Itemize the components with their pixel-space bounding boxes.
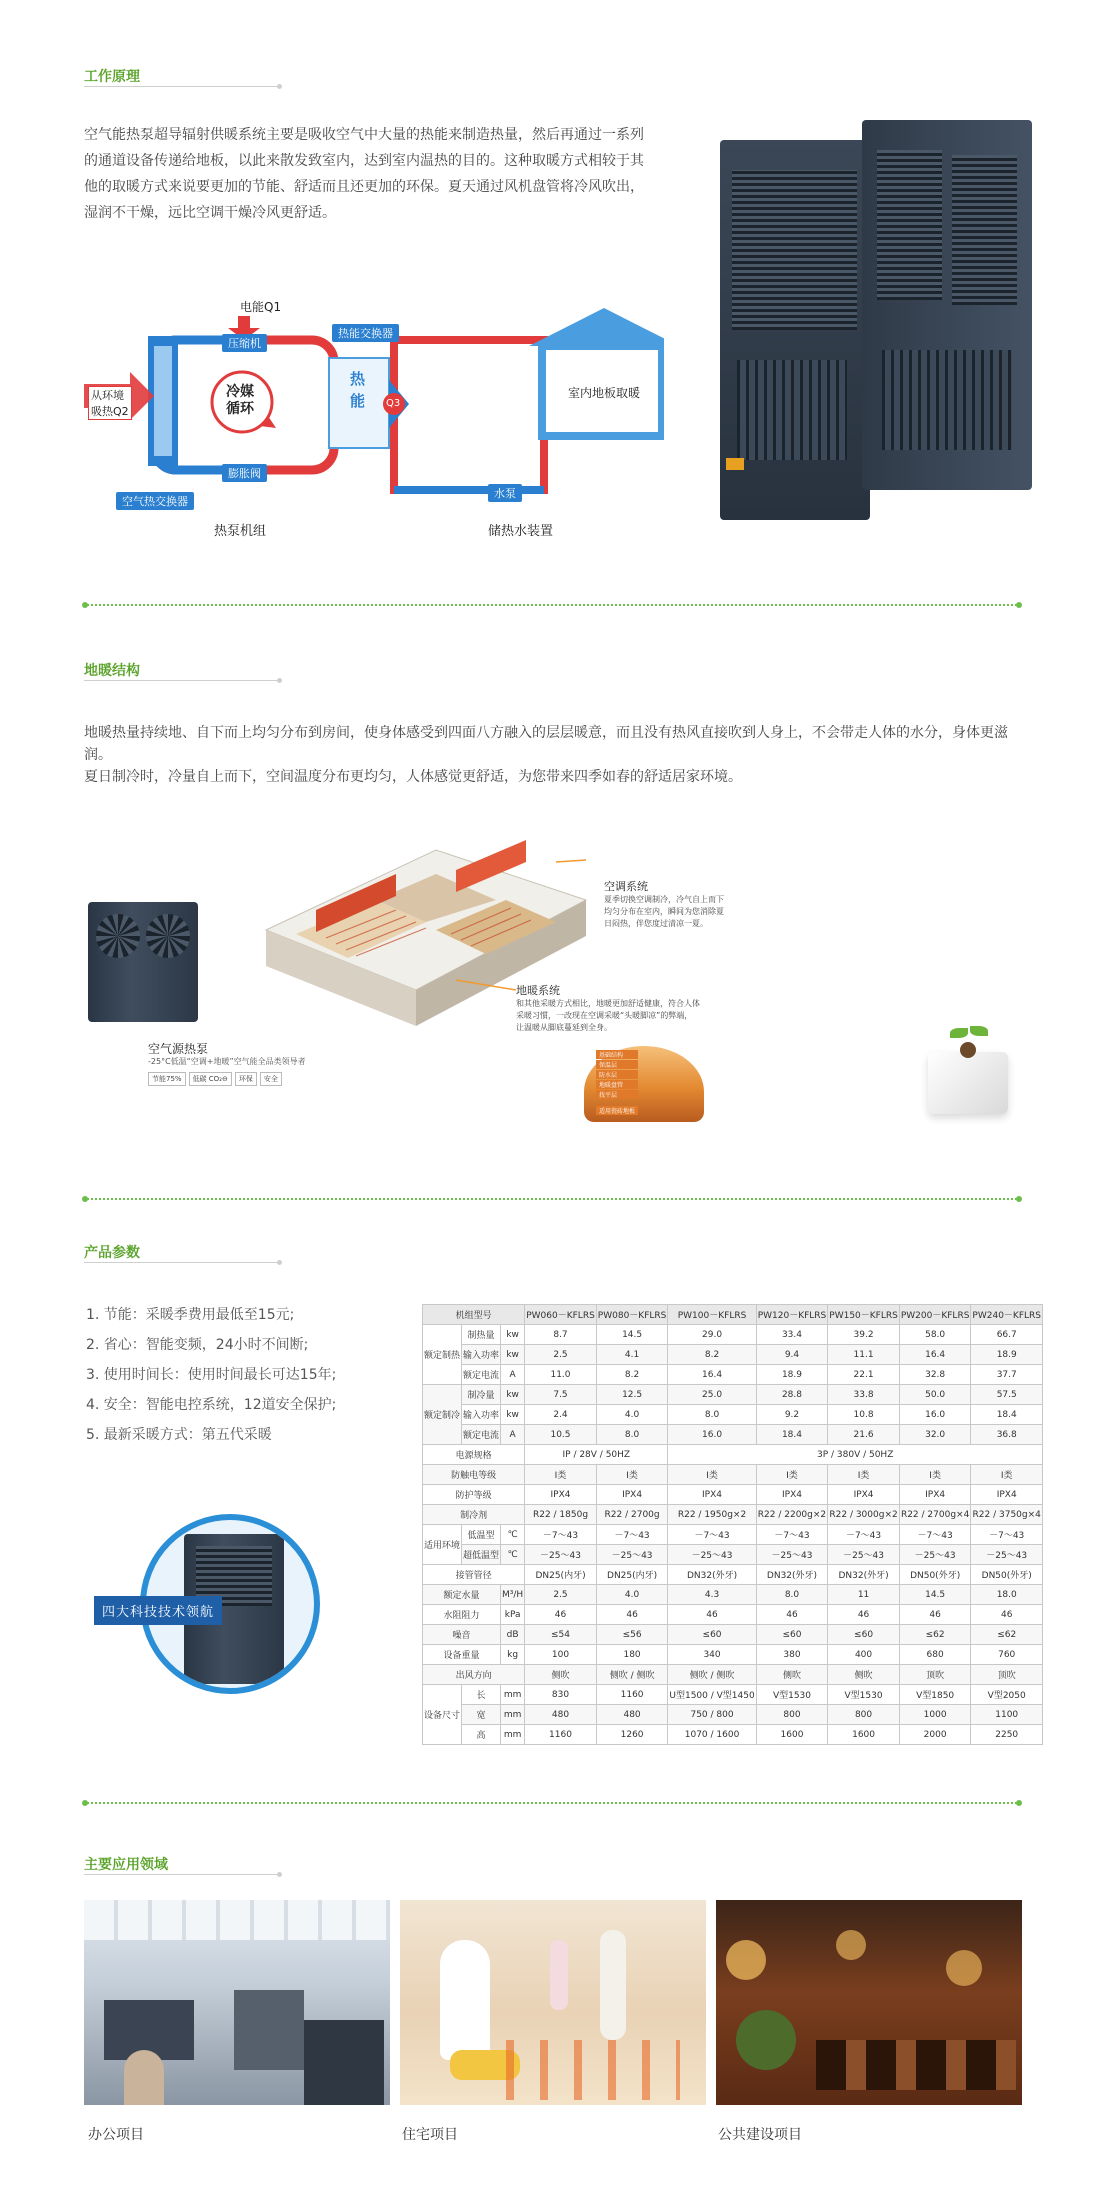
table-cell: 340 — [668, 1645, 756, 1665]
table-cell: 21.6 — [828, 1425, 900, 1445]
table-cell: 2.4 — [525, 1405, 597, 1425]
table-cell: 28.8 — [756, 1385, 828, 1405]
table-cell: 2.5 — [525, 1585, 597, 1605]
table-cell: 1260 — [596, 1725, 668, 1745]
table-cell: I类 — [971, 1465, 1043, 1485]
table-cell: DN50(外牙) — [899, 1565, 971, 1585]
table-cell: 16.4 — [899, 1345, 971, 1365]
table-cell: 设备重量 — [423, 1645, 501, 1665]
office-project-caption: 办公项目 — [88, 2127, 144, 2143]
table-cell: 46 — [668, 1605, 756, 1625]
table-cell: IPX4 — [828, 1485, 900, 1505]
table-cell: 180 — [596, 1645, 668, 1665]
table-cell: 33.8 — [828, 1385, 900, 1405]
rated-rows — [423, 1325, 1043, 1445]
table-row — [423, 1505, 1043, 1525]
table-cell: 400 — [828, 1645, 900, 1665]
table-cell: 4.0 — [596, 1405, 668, 1425]
table-cell: －7～43 — [828, 1525, 900, 1545]
table-row — [423, 1365, 1043, 1385]
table-cell: 46 — [971, 1605, 1043, 1625]
table-cell: IPX4 — [668, 1485, 756, 1505]
table-cell: 制冷剂 — [423, 1505, 525, 1525]
table-row — [423, 1725, 1043, 1745]
table-cell: 1600 — [828, 1725, 900, 1745]
table-cell: 8.0 — [596, 1425, 668, 1445]
table-row — [423, 1585, 1043, 1605]
floor-system-text: 和其他采暖方式相比，地暖更加舒适健康，符合人体采暖习惯，一改现在空调采暖“头暖脚凉”的弊端，让温暖从脚底蔓延到全身。 — [516, 999, 700, 1032]
table-cell: 46 — [596, 1605, 668, 1625]
table-cell: 50.0 — [899, 1385, 971, 1405]
heat-pump-unit-caption: 热泵机组 — [214, 524, 267, 539]
table-cell: 电源规格 — [423, 1445, 525, 1465]
table-cell: 830 — [525, 1685, 597, 1705]
table-cell: 39.2 — [828, 1325, 900, 1345]
table-cell: V型1530 — [756, 1685, 828, 1705]
table-cell: kw — [501, 1325, 525, 1345]
table-row — [423, 1465, 1043, 1485]
section-title-floor-structure: 地暖结构 — [84, 663, 140, 679]
table-cell: 3P / 380V / 50HZ — [668, 1445, 1043, 1465]
table-cell: 11.1 — [828, 1345, 900, 1365]
feature-list — [86, 1300, 336, 1450]
table-row — [423, 1665, 1043, 1685]
table-cell: 2250 — [971, 1725, 1043, 1745]
table-cell: －25～43 — [756, 1545, 828, 1565]
table-cell: 侧吹 / 侧吹 — [668, 1665, 756, 1685]
table-cell: 46 — [899, 1605, 971, 1625]
table-cell: 100 — [525, 1645, 597, 1665]
table-cell: V型1850 — [899, 1685, 971, 1705]
table-row — [423, 1345, 1043, 1365]
table-row — [423, 1685, 1043, 1705]
public-project-caption: 公共建设项目 — [718, 2127, 802, 2143]
table-header-cell: PW200－KFLRS — [899, 1305, 971, 1325]
table-cell: 1160 — [596, 1685, 668, 1705]
ac-system-title: 空调系统 — [604, 880, 648, 893]
table-cell: 高 — [462, 1725, 501, 1745]
table-cell: ≤62 — [899, 1625, 971, 1645]
table-cell: ≤62 — [971, 1625, 1043, 1645]
table-cell: 10.8 — [828, 1405, 900, 1425]
table-cell: 1600 — [756, 1725, 828, 1745]
badge-low-carbon: 低碳 CO₂⊖ — [189, 1072, 232, 1086]
table-cell: ℃ — [501, 1525, 525, 1545]
table-cell: I类 — [756, 1465, 828, 1485]
table-cell: dB — [501, 1625, 525, 1645]
table-cell: 设备尺寸 — [423, 1685, 462, 1745]
table-cell: I类 — [668, 1465, 756, 1485]
table-cell: －7～43 — [668, 1525, 756, 1545]
section-title-working-principle: 工作原理 — [84, 69, 140, 85]
table-cell: A — [501, 1425, 525, 1445]
table-row — [423, 1705, 1043, 1725]
table-cell: 36.8 — [971, 1425, 1043, 1445]
table-cell: 额定电流 — [462, 1365, 501, 1385]
table-cell: R22 / 2700g×4 — [899, 1505, 971, 1525]
table-cell: 额定制热 — [423, 1325, 462, 1385]
table-cell: 4.3 — [668, 1585, 756, 1605]
table-cell: 2000 — [899, 1725, 971, 1745]
table-cell: 侧吹 / 侧吹 — [596, 1665, 668, 1685]
table-cell: 800 — [756, 1705, 828, 1725]
table-cell: R22 / 3000g×2 — [828, 1505, 900, 1525]
table-cell: 顶吹 — [899, 1665, 971, 1685]
heat-pump-unit-image — [712, 110, 1032, 530]
table-cell: 18.9 — [756, 1365, 828, 1385]
table-row — [423, 1405, 1043, 1425]
table-row — [423, 1325, 1043, 1345]
table-row — [423, 1485, 1043, 1505]
table-cell: 长 — [462, 1685, 501, 1705]
air-source-heat-pump-title: 空气源热泵 — [148, 1042, 209, 1056]
table-cell: 380 — [756, 1645, 828, 1665]
table-cell: ≤54 — [525, 1625, 597, 1645]
table-cell: M³/H — [501, 1585, 525, 1605]
table-cell: 25.0 — [668, 1385, 756, 1405]
table-cell: 8.2 — [596, 1365, 668, 1385]
floor-structure-paragraph-2: 夏日制冷时，冷量自上而下，空间温度分布更均匀，人体感觉更舒适，为您带来四季如春的舒适居家环境。 — [84, 769, 742, 785]
table-cell: kw — [501, 1385, 525, 1405]
heat-pump-diagram — [84, 298, 664, 548]
table-cell: －25～43 — [971, 1545, 1043, 1565]
table-cell: 输入功率 — [462, 1345, 501, 1365]
table-cell: 额定电流 — [462, 1425, 501, 1445]
table-cell: 8.0 — [668, 1405, 756, 1425]
table-cell: 8.7 — [525, 1325, 597, 1345]
table-cell: 11.0 — [525, 1365, 597, 1385]
table-cell: IPX4 — [596, 1485, 668, 1505]
public-project-photo — [716, 1900, 1022, 2105]
table-cell: U型1500 / V型1450 — [668, 1685, 756, 1705]
table-cell: 9.2 — [756, 1405, 828, 1425]
badge-eco: 环保 — [235, 1072, 257, 1086]
table-cell: 1000 — [899, 1705, 971, 1725]
table-cell: 760 — [971, 1645, 1043, 1665]
feature-item: 1. 节能：采暖季费用最低至15元; — [86, 1307, 295, 1323]
table-cell: R22 / 1950g×2 — [668, 1505, 756, 1525]
product-params-table — [422, 1304, 1043, 1745]
table-cell: DN25(内牙) — [525, 1565, 597, 1585]
table-cell: 9.4 — [756, 1345, 828, 1365]
table-cell: DN50(外牙) — [971, 1565, 1043, 1585]
table-cell: I类 — [899, 1465, 971, 1485]
table-cell: 480 — [596, 1705, 668, 1725]
table-cell: 32.0 — [899, 1425, 971, 1445]
table-row — [423, 1545, 1043, 1565]
table-cell: IPX4 — [756, 1485, 828, 1505]
table-header-cell: PW060－KFLRS — [525, 1305, 597, 1325]
section-title-application: 主要应用领域 — [84, 1857, 168, 1873]
water-pump-tag: 水泵 — [488, 484, 522, 502]
floor-structure-paragraph-1: 地暖热量持续地、自下而上均匀分布到房间，使身体感受到四面八方融入的层层暖意，而且没有热风直接吹到人身上，不会带走人体的水分，身体更滋润。 — [84, 725, 1008, 763]
section-underline — [84, 86, 280, 87]
table-row — [423, 1605, 1043, 1625]
feature-item: 3. 使用时间长：使用时间最长可达15年; — [86, 1367, 337, 1383]
table-cell: －7～43 — [971, 1525, 1043, 1545]
table-cell: I类 — [828, 1465, 900, 1485]
table-cell: 水阻阻力 — [423, 1605, 501, 1625]
table-cell: 37.7 — [971, 1365, 1043, 1385]
table-row — [423, 1385, 1043, 1405]
table-cell: 7.5 — [525, 1385, 597, 1405]
table-header-row — [423, 1305, 1043, 1325]
table-header-cell: PW120－KFLRS — [756, 1305, 828, 1325]
table-cell: V型2050 — [971, 1685, 1043, 1705]
layer-label: 保温层 — [596, 1060, 638, 1069]
table-cell: －25～43 — [899, 1545, 971, 1565]
table-cell: 46 — [828, 1605, 900, 1625]
layer-label: 找平层 — [596, 1090, 638, 1099]
table-cell: －7～43 — [899, 1525, 971, 1545]
table-cell: 噪音 — [423, 1625, 501, 1645]
table-row — [423, 1645, 1043, 1665]
office-project-photo — [84, 1900, 390, 2105]
tech-lead-badge: 四大科技技术领航 — [94, 1596, 222, 1625]
q3-label: Q3 — [386, 398, 401, 409]
layer-label: 地暖盘管 — [596, 1080, 638, 1089]
layer-label: 基础结构 — [596, 1050, 638, 1059]
feature-item: 5. 最新采暖方式：第五代采暖 — [86, 1427, 272, 1443]
table-cell: kPa — [501, 1605, 525, 1625]
table-cell: 宽 — [462, 1705, 501, 1725]
residential-project-photo — [400, 1900, 706, 2105]
table-cell: 66.7 — [971, 1325, 1043, 1345]
table-cell: －7～43 — [756, 1525, 828, 1545]
table-cell: DN32(外牙) — [756, 1565, 828, 1585]
air-source-heat-pump-image — [88, 892, 198, 1022]
power-q1-label: 电能Q1 — [240, 300, 282, 314]
table-cell: 57.5 — [971, 1385, 1043, 1405]
floor-system-title: 地暖系统 — [516, 984, 560, 997]
layer-label: 防水层 — [596, 1070, 638, 1079]
table-cell: 额定制冷 — [423, 1385, 462, 1445]
table-cell: 18.0 — [971, 1585, 1043, 1605]
table-cell: 32.8 — [899, 1365, 971, 1385]
section-underline — [84, 680, 280, 681]
table-cell: I类 — [525, 1465, 597, 1485]
table-cell: 接管管径 — [423, 1565, 525, 1585]
table-cell: mm — [501, 1705, 525, 1725]
heat-storage-caption: 储热水装置 — [488, 524, 554, 539]
table-cell: 16.4 — [668, 1365, 756, 1385]
heat-exchanger-tag: 热能交换器 — [332, 324, 399, 342]
table-cell: V型1530 — [828, 1685, 900, 1705]
table-cell: 18.4 — [971, 1405, 1043, 1425]
table-cell: 29.0 — [668, 1325, 756, 1345]
feature-item: 4. 安全：智能电控系统，12道安全保护; — [86, 1397, 337, 1413]
table-cell: 1070 / 1600 — [668, 1725, 756, 1745]
table-cell: －25～43 — [596, 1545, 668, 1565]
table-row — [423, 1625, 1043, 1645]
table-cell: 顶吹 — [971, 1665, 1043, 1685]
table-cell: 2.5 — [525, 1345, 597, 1365]
table-cell: 14.5 — [596, 1325, 668, 1345]
layer-label: 适用瓷砖地板 — [596, 1106, 638, 1115]
divider — [84, 1198, 1020, 1200]
compressor-tag: 压缩机 — [222, 334, 267, 352]
table-cell: －25～43 — [668, 1545, 756, 1565]
table-header-cell: PW080－KFLRS — [596, 1305, 668, 1325]
table-cell: 适用环境 — [423, 1525, 462, 1565]
table-cell: 低温型 — [462, 1525, 501, 1545]
table-cell: IPX4 — [971, 1485, 1043, 1505]
table-cell: 侧吹 — [756, 1665, 828, 1685]
table-cell: ≤60 — [828, 1625, 900, 1645]
working-principle-paragraph: 空气能热泵超导辐射供暖系统主要是吸收空气中大量的热能来制造热量，然后再通过一系列的通道设备传递给地板，以此来散发致室内，达到室内温热的目的。这种取暖方式相较于其他的取暖方式来说要更加的节能、舒适而且还更加的环保。夏天通过风机盘管将冷风吹出，湿润不干燥，远比空调干燥冷风更舒适。 — [84, 127, 644, 221]
table-cell: 1160 — [525, 1725, 597, 1745]
table-header-cell: 机组型号 — [423, 1305, 525, 1325]
table-row — [423, 1445, 1043, 1465]
expansion-valve-tag: 膨胀阀 — [222, 464, 267, 482]
heat-energy-label: 热 能 — [350, 370, 366, 410]
table-cell: R22 / 1850g — [525, 1505, 597, 1525]
table-cell: mm — [501, 1725, 525, 1745]
table-cell: kw — [501, 1405, 525, 1425]
table-cell: 33.4 — [756, 1325, 828, 1345]
table-row — [423, 1565, 1043, 1585]
table-cell: ≤56 — [596, 1625, 668, 1645]
table-cell: 8.0 — [756, 1585, 828, 1605]
table-cell: 480 — [525, 1705, 597, 1725]
table-cell: A — [501, 1365, 525, 1385]
table-cell: 8.2 — [668, 1345, 756, 1365]
table-cell: R22 / 2700g — [596, 1505, 668, 1525]
table-cell: 防护等级 — [423, 1485, 525, 1505]
section-underline — [84, 1874, 280, 1875]
table-header-cell: PW240－KFLRS — [971, 1305, 1043, 1325]
table-cell: 出风方向 — [423, 1665, 525, 1685]
table-cell: －25～43 — [828, 1545, 900, 1565]
table-cell: 11 — [828, 1585, 900, 1605]
table-cell: 10.5 — [525, 1425, 597, 1445]
table-cell: mm — [501, 1685, 525, 1705]
table-cell: ≤60 — [756, 1625, 828, 1645]
ac-system-text: 夏季切换空调制冷，冷气自上而下均匀分布在室内，瞬间为您消除夏日闷热，伴您度过清凉一夏。 — [604, 895, 724, 928]
table-cell: 14.5 — [899, 1585, 971, 1605]
env-heat-q2-label: 从环境 吸热Q2 — [88, 386, 132, 420]
table-cell: IP / 28V / 50HZ — [525, 1445, 668, 1465]
air-source-heat-pump-subtitle: -25°C低温“空调+地暖”空气能全品类领导者 — [148, 1057, 306, 1066]
table-cell: R22 / 3750g×4 — [971, 1505, 1043, 1525]
badge-safety: 安全 — [260, 1072, 282, 1086]
table-cell: 18.9 — [971, 1345, 1043, 1365]
table-cell: 12.5 — [596, 1385, 668, 1405]
table-cell: 16.0 — [668, 1425, 756, 1445]
table-cell: 制热量 — [462, 1325, 501, 1345]
table-row — [423, 1525, 1043, 1545]
section-title-product-params: 产品参数 — [84, 1245, 140, 1261]
badge-energy-saving: 节能75% — [148, 1072, 186, 1086]
table-cell: 4.0 — [596, 1585, 668, 1605]
residential-project-caption: 住宅项目 — [402, 2127, 458, 2143]
table-cell: 680 — [899, 1645, 971, 1665]
table-cell: 750 / 800 — [668, 1705, 756, 1725]
table-cell: 46 — [756, 1605, 828, 1625]
table-cell: 额定水量 — [423, 1585, 501, 1605]
table-cell: kg — [501, 1645, 525, 1665]
table-cell: kw — [501, 1345, 525, 1365]
table-cell: 16.0 — [899, 1405, 971, 1425]
floor-heating-label: 室内地板取暖 — [567, 386, 640, 400]
table-cell: 800 — [828, 1705, 900, 1725]
table-cell: R22 / 2200g×2 — [756, 1505, 828, 1525]
table-cell: 18.4 — [756, 1425, 828, 1445]
table-cell: DN32(外牙) — [828, 1565, 900, 1585]
feature-badges — [148, 1072, 282, 1086]
table-cell: －7～43 — [596, 1525, 668, 1545]
divider — [84, 604, 1020, 606]
divider — [84, 1802, 1020, 1804]
table-row — [423, 1425, 1043, 1445]
plant-cube-image — [920, 1022, 1016, 1118]
table-cell: ℃ — [501, 1545, 525, 1565]
table-header-cell: PW100－KFLRS — [668, 1305, 756, 1325]
table-cell: 1100 — [971, 1705, 1043, 1725]
air-heat-exchanger-tag: 空气热交换器 — [116, 492, 194, 510]
feature-item: 2. 省心：智能变频，24小时不间断; — [86, 1337, 309, 1353]
table-cell: 输入功率 — [462, 1405, 501, 1425]
table-cell: 侧吹 — [525, 1665, 597, 1685]
table-cell: 46 — [525, 1605, 597, 1625]
table-cell: I类 — [596, 1465, 668, 1485]
section-underline — [84, 1262, 280, 1263]
table-cell: －25～43 — [525, 1545, 597, 1565]
refrigerant-cycle-label: 冷媒 循环 — [226, 384, 254, 417]
table-header-cell: PW150－KFLRS — [828, 1305, 900, 1325]
table-cell: 4.1 — [596, 1345, 668, 1365]
table-cell: 22.1 — [828, 1365, 900, 1385]
table-cell: IPX4 — [899, 1485, 971, 1505]
table-cell: 制冷量 — [462, 1385, 501, 1405]
table-cell: ≤60 — [668, 1625, 756, 1645]
table-cell: －7～43 — [525, 1525, 597, 1545]
table-cell: 58.0 — [899, 1325, 971, 1345]
table-cell: 防触电等级 — [423, 1465, 525, 1485]
table-cell: DN25(内牙) — [596, 1565, 668, 1585]
floor-layers-labels — [596, 1050, 638, 1115]
table-cell: 侧吹 — [828, 1665, 900, 1685]
table-cell: IPX4 — [525, 1485, 597, 1505]
table-cell: 超低温型 — [462, 1545, 501, 1565]
table-cell: DN32(外牙) — [668, 1565, 756, 1585]
